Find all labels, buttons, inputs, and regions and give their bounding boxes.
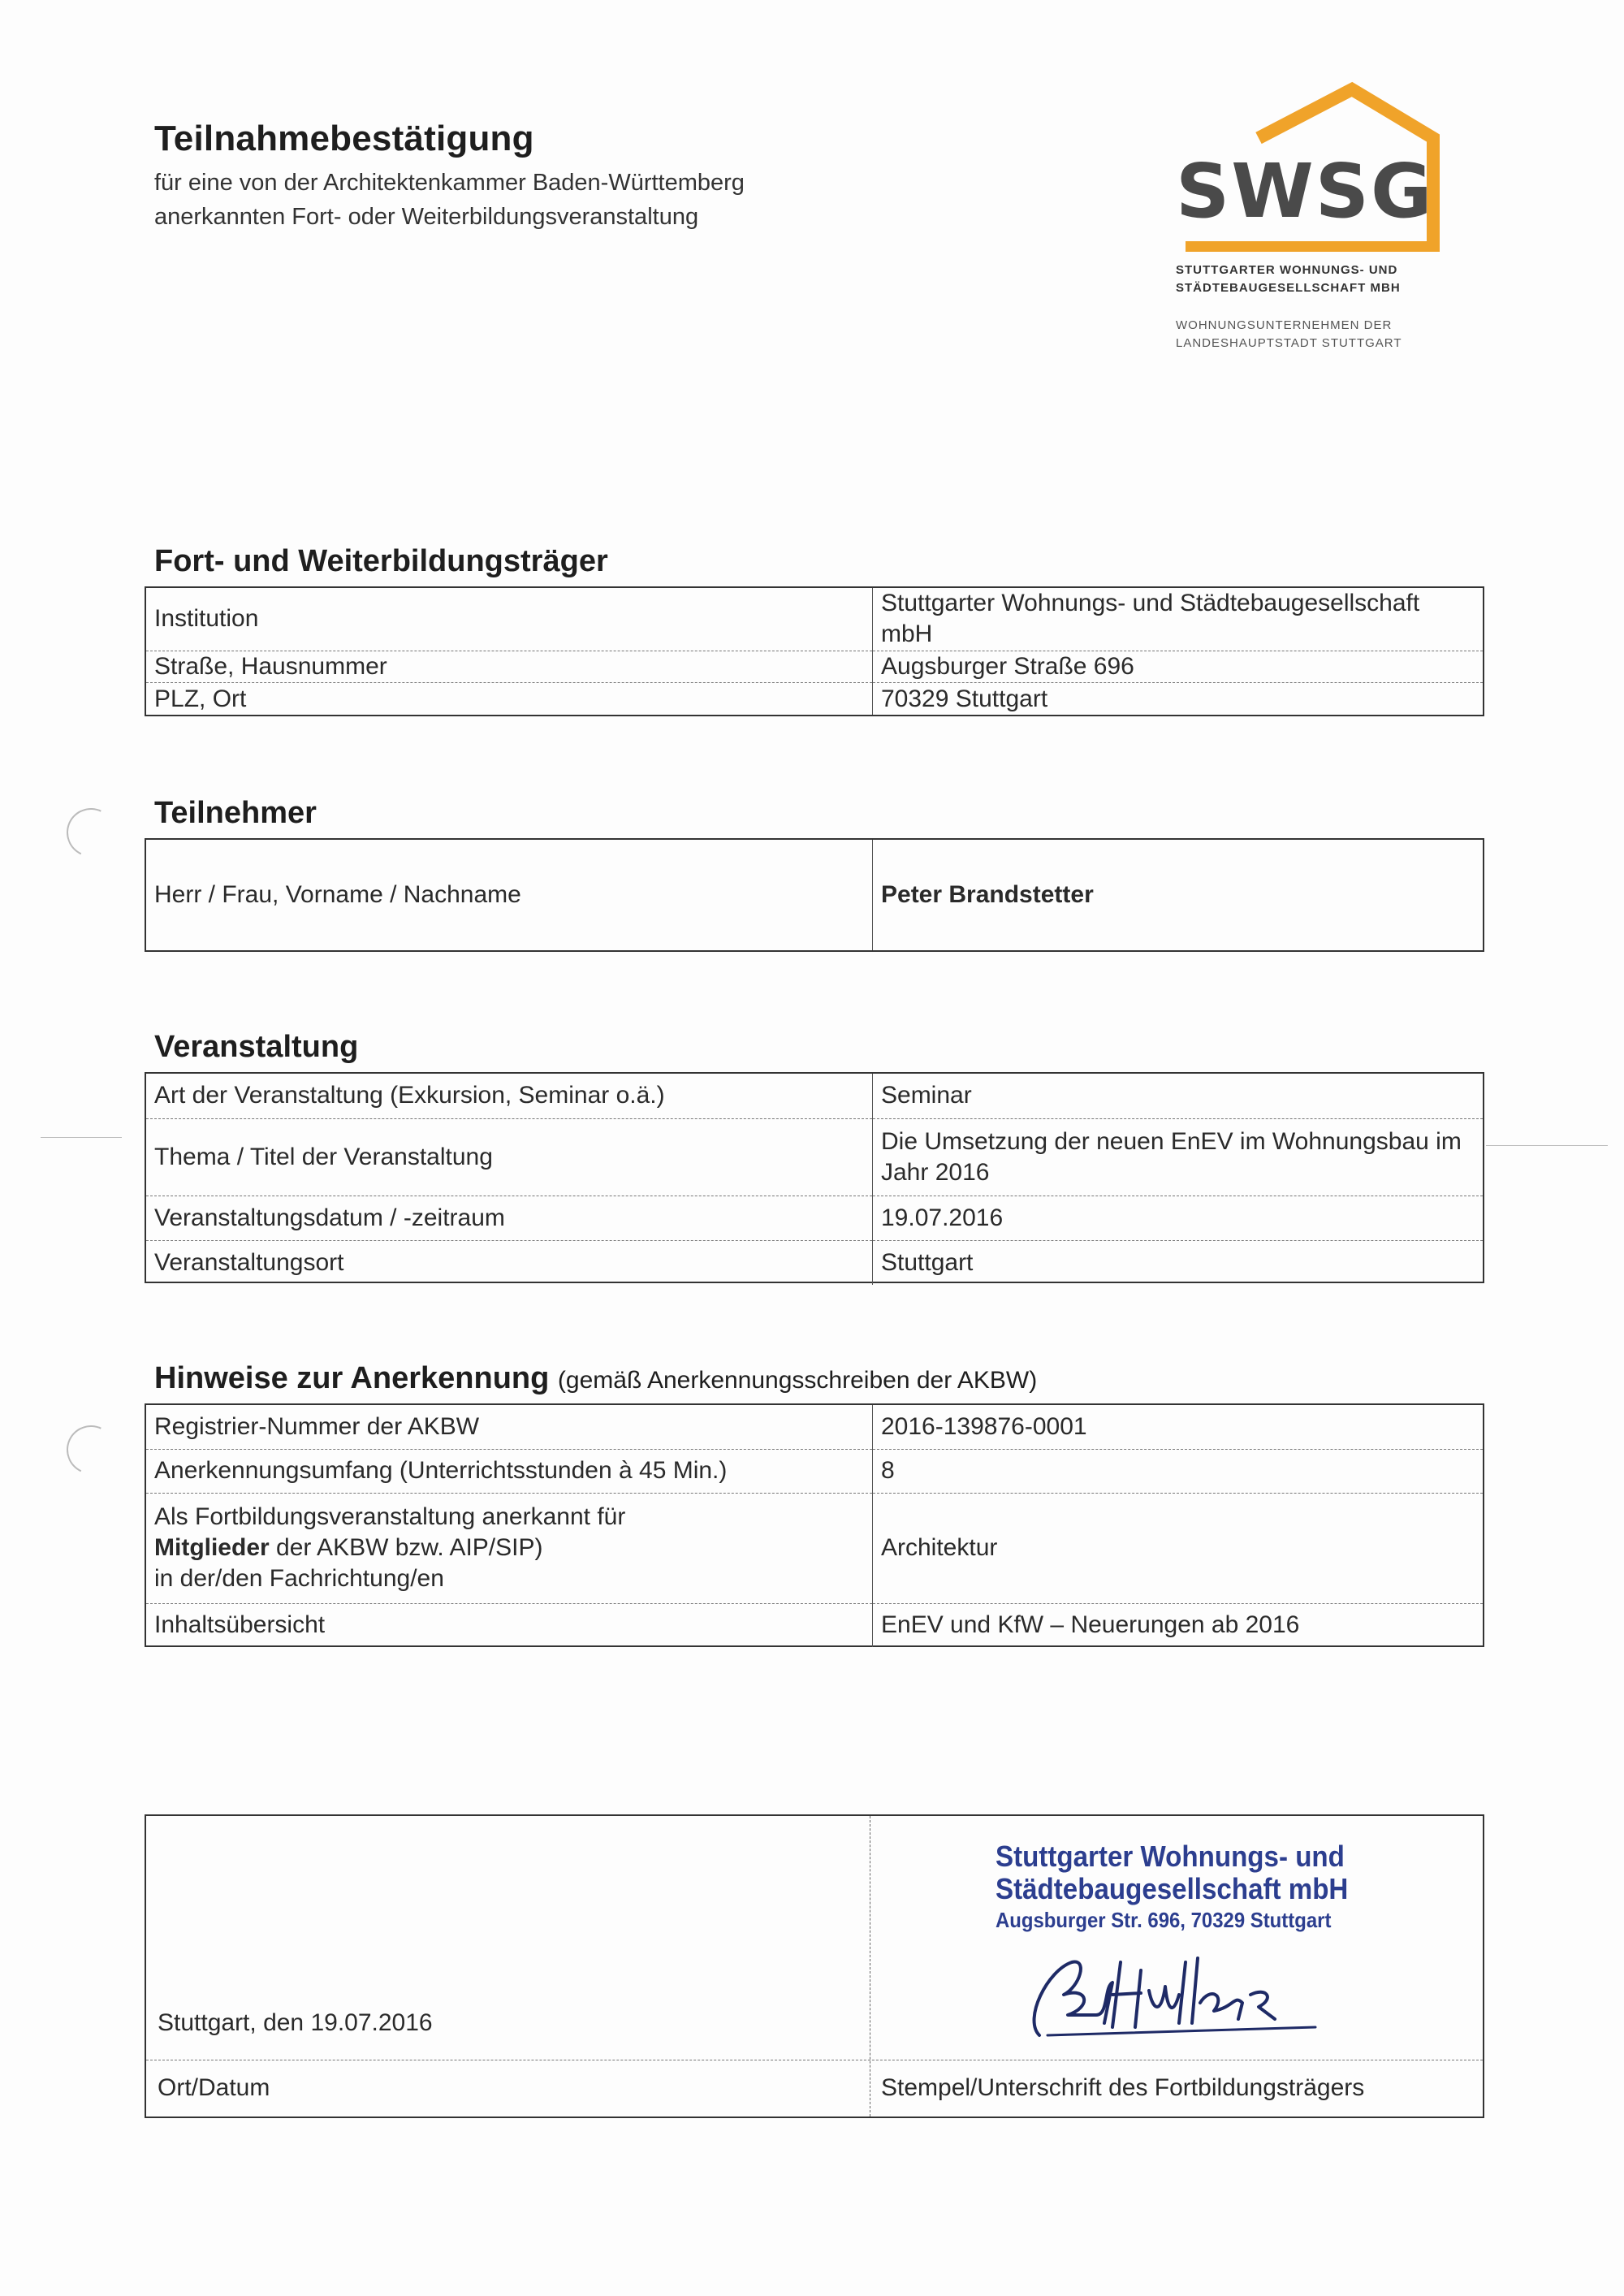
logo-line-1: STUTTGARTER WOHNUNGS- UND [1176, 263, 1398, 277]
subtitle-line-2: anerkannten Fort- oder Weiterbildungsveranstaltung [154, 204, 699, 230]
punch-hole-bottom [60, 1419, 123, 1481]
section-title-veranstaltung: Veranstaltung [154, 1030, 359, 1064]
teilnehmer-table [145, 838, 1484, 952]
logo-line-3: WOHNUNGSUNTERNEHMEN DER [1176, 318, 1393, 332]
label-recognized-for [146, 1493, 873, 1603]
label-recognized-for-line-2 [154, 1533, 864, 1563]
label-event-type: Art der Veranstaltung (Exkursion, Seminar o.ä.) [146, 1074, 873, 1118]
veranstaltung-table [145, 1072, 1484, 1283]
logo-line-2: STÄDTEBAUGESELLSCHAFT MBH [1176, 281, 1401, 295]
table-row [146, 1074, 1483, 1118]
value-street: Augsburger Straße 696 [873, 651, 1484, 683]
label-city: PLZ, Ort [146, 683, 873, 715]
stamp-line-2: Städtebaugesellschaft mbH [996, 1872, 1349, 1905]
place-date-value: Stuttgart, den 19.07.2016 [158, 2009, 433, 2036]
label-members-bold: Mitglieder [154, 1534, 270, 1561]
document-subtitle [154, 166, 745, 234]
table-row [146, 1240, 1483, 1285]
label-street: Straße, Hausnummer [146, 651, 873, 683]
company-stamp [996, 1840, 1348, 1935]
logo-tagline [1176, 317, 1452, 352]
value-event-type: Seminar [881, 1082, 972, 1109]
place-date-label: Ort/Datum [158, 2074, 270, 2101]
table-row [146, 1118, 1483, 1196]
value-content-summary: EnEV und KfW – Neuerungen ab 2016 [873, 1603, 1484, 1647]
table-row [146, 1449, 1483, 1493]
table-row [146, 651, 1483, 683]
subtitle-line-1: für eine von der Architektenkammer Baden-Württemberg [154, 170, 745, 196]
table-row [146, 1603, 1483, 1647]
signature-label: Stempel/Unterschrift des Fortbildungsträgers [881, 2074, 1365, 2101]
table-row [146, 588, 1483, 651]
punch-hole-top [60, 802, 123, 864]
value-discipline: Architektur [873, 1493, 1484, 1603]
value-city: 70329 Stuttgart [873, 683, 1484, 715]
traeger-table [145, 586, 1484, 716]
label-institution: Institution [146, 588, 873, 651]
label-content-summary: Inhaltsübersicht [146, 1603, 873, 1647]
value-registration-number: 2016-139876-0001 [881, 1412, 1087, 1440]
table-row [146, 1493, 1483, 1603]
hinweise-title-suffix: (gemäß Anerkennungsschreiben der AKBW) [557, 1367, 1038, 1394]
logo-wordmark: SWSG [1176, 148, 1434, 235]
value-event-title-line-2: Jahr 2016 [881, 1158, 990, 1186]
stamp-line-1: Stuttgarter Wohnungs- und [996, 1840, 1345, 1873]
stamp-line-3: Augsburger Str. 696, 70329 Stuttgart [996, 1908, 1332, 1932]
hinweise-table [145, 1403, 1484, 1647]
fold-line-right [1486, 1145, 1608, 1146]
label-participant-name: Herr / Frau, Vorname / Nachname [146, 840, 873, 950]
table-row [146, 1196, 1483, 1240]
logo-line-4: LANDESHAUPTSTADT STUTTGART [1176, 336, 1402, 350]
value-event-place: Stuttgart [873, 1240, 1484, 1285]
section-title-traeger: Fort- und Weiterbildungsträger [154, 544, 608, 578]
signature-table [145, 1814, 1484, 2118]
document-title: Teilnahmebestätigung [154, 119, 534, 158]
logo-company-name [1176, 262, 1452, 297]
label-recognized-for-line-1: Als Fortbildungsveranstaltung anerkannt für [154, 1503, 626, 1530]
swsg-logo [1169, 81, 1445, 357]
label-event-place: Veranstaltungsort [146, 1240, 873, 1285]
fold-line-left [41, 1137, 122, 1138]
table-row [146, 840, 1483, 950]
value-recognition-scope: 8 [873, 1449, 1484, 1493]
handwritten-signature [991, 1938, 1364, 2043]
section-title-teilnehmer: Teilnehmer [154, 796, 317, 830]
label-recognition-scope: Anerkennungsumfang (Unterrichtsstunden à 45 Min.) [146, 1449, 873, 1493]
table-row [146, 1405, 1483, 1449]
value-event-date: 19.07.2016 [873, 1196, 1484, 1240]
signature-divider [870, 1816, 871, 2117]
hinweise-title: Hinweise zur Anerkennung [154, 1361, 550, 1395]
label-event-date: Veranstaltungsdatum / -zeitraum [146, 1196, 873, 1240]
section-title-hinweise [154, 1361, 1037, 1396]
value-event-title-line-1: Die Umsetzung der neuen EnEV im Wohnungsbau im [881, 1127, 1462, 1155]
table-row [146, 683, 1483, 715]
value-participant-name: Peter Brandstetter [881, 881, 1094, 908]
label-event-title: Thema / Titel der Veranstaltung [146, 1118, 873, 1196]
label-registration-number: Registrier-Nummer der AKBW [146, 1405, 873, 1449]
value-institution: Stuttgarter Wohnungs- und Städtebaugesellschaft mbH [881, 590, 1420, 648]
value-event-title [873, 1118, 1484, 1196]
label-members-rest: der AKBW bzw. AIP/SIP) [269, 1534, 543, 1561]
label-recognized-for-line-3: in der/den Fachrichtung/en [154, 1565, 444, 1592]
